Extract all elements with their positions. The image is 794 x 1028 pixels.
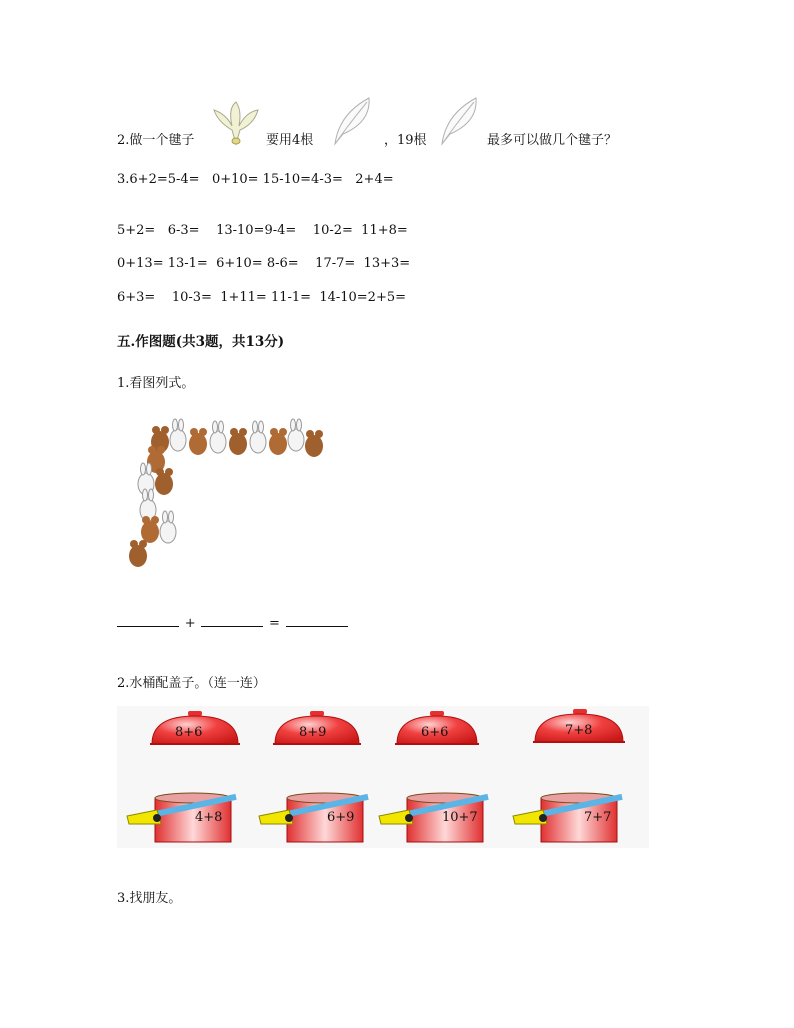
animals-picture [122,418,332,578]
lid-label-3[interactable]: 6+6 [421,725,449,740]
problem-1-title: 1.看图列式。 [117,376,195,391]
arithmetic-row-3: 0+13= 13-1= 6+10= 8-6= 17-7= 13+3= [117,256,411,271]
feather-icon [329,94,375,148]
shuttlecock-icon [212,100,260,146]
lid-label-2[interactable]: 8+9 [299,725,327,740]
animal-column-vertical [129,446,176,567]
equation-line [117,614,348,631]
pot-label-4[interactable]: 7+7 [584,810,612,825]
q2-part1: 2.做一个毽子 [117,133,195,148]
q2-part2: 要用4根 [266,133,314,148]
arithmetic-row-4: 6+3= 10-3= 1+11= 11-1= 14-10=2+5= [117,290,407,305]
lid-pot-matching-panel [117,706,649,848]
problem-2-title: 2.水桶配盖子。（连一连） [117,676,266,691]
arithmetic-row-1: 3.6+2=5-4= 0+10= 15-10=4-3= 2+4= [117,172,394,187]
problem-3-title: 3.找朋友。 [117,891,182,906]
lid-label-1[interactable]: 8+6 [175,725,203,740]
animal-row-horizontal [151,419,323,457]
q2-part3: ，19根 [384,133,427,148]
answer-blank-2[interactable] [201,614,263,627]
answer-blank-3[interactable] [286,614,348,627]
section-heading: 五.作图题(共3题，共13分) [117,334,285,350]
q2-part4: 最多可以做几个毽子？ [487,133,618,148]
pot-label-2[interactable]: 6+9 [327,810,355,825]
answer-blank-1[interactable] [117,614,179,627]
equals-sign: = [268,616,280,631]
pot-label-3[interactable]: 10+7 [442,810,478,825]
pot-label-1[interactable]: 4+8 [195,810,223,825]
plus-sign: + [184,616,196,631]
lid-label-4[interactable]: 7+8 [565,723,593,738]
arithmetic-row-2: 5+2= 6-3= 13-10=9-4= 10-2= 11+8= [117,223,408,238]
feather-icon-2 [436,94,482,148]
